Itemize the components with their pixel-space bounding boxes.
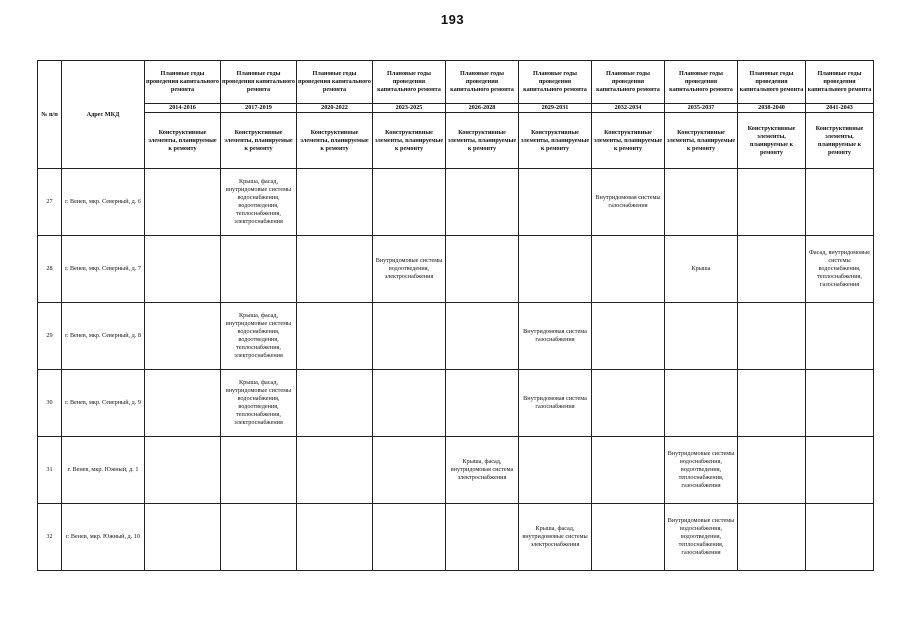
elements-header: Конструктивные элементы, планируемые к ремонту xyxy=(297,113,373,169)
repair-elements-cell xyxy=(145,437,221,504)
period-label-header: Плановые годы проведения капитального ремонта xyxy=(738,61,806,104)
repair-elements-cell xyxy=(806,169,874,236)
elements-header: Конструктивные элементы, планируемые к ремонту xyxy=(446,113,519,169)
repair-elements-cell xyxy=(806,504,874,571)
period-years-header: 2020-2022 xyxy=(297,104,373,113)
repair-elements-cell: Внутридомовая система газоснабжения xyxy=(519,303,592,370)
period-years-header: 2029-2031 xyxy=(519,104,592,113)
repair-elements-cell xyxy=(592,437,665,504)
repair-elements-cell xyxy=(297,504,373,571)
table-header xyxy=(38,61,874,169)
repair-elements-cell xyxy=(221,504,297,571)
table-row xyxy=(38,169,874,236)
repair-elements-cell xyxy=(519,169,592,236)
repair-elements-cell xyxy=(592,236,665,303)
repair-elements-cell: Крыша, фасад, внутридомовые системы водоснабжения, водоотведения, теплоснабжения, электроснабжения xyxy=(221,370,297,437)
repair-elements-cell xyxy=(221,437,297,504)
elements-header: Конструктивные элементы, планируемые к ремонту xyxy=(145,113,221,169)
repair-elements-cell xyxy=(145,370,221,437)
repair-elements-cell xyxy=(373,437,446,504)
period-years-header: 2023-2025 xyxy=(373,104,446,113)
repair-elements-cell: Внутридомовая система газоснабжения xyxy=(519,370,592,437)
period-label-header: Плановые годы проведения капитального ремонта xyxy=(519,61,592,104)
period-years-header: 2038-2040 xyxy=(738,104,806,113)
period-label-header: Плановые годы проведения капитального ремонта xyxy=(806,61,874,104)
repair-elements-cell xyxy=(446,236,519,303)
address-column-header: Адрес МКД xyxy=(62,61,145,169)
repair-elements-cell xyxy=(373,370,446,437)
repair-elements-cell xyxy=(145,504,221,571)
repair-elements-cell: Крыша, фасад, внутридомовая система электроснабжения xyxy=(446,437,519,504)
elements-header: Конструктивные элементы, планируемые к ремонту xyxy=(806,113,874,169)
repair-elements-cell xyxy=(446,169,519,236)
repair-elements-cell: Крыша, фасад, внутридомовые системы водоснабжения, водоотведения, теплоснабжения, электроснабжения xyxy=(221,303,297,370)
table-row xyxy=(38,437,874,504)
repair-elements-cell xyxy=(297,437,373,504)
table-row xyxy=(38,236,874,303)
period-years-header: 2032-2034 xyxy=(592,104,665,113)
repair-elements-cell xyxy=(446,303,519,370)
repair-elements-cell xyxy=(297,303,373,370)
repair-elements-cell: Внутридомовые системы водоснабжения, водоотведения, теплоснабжения, газоснабжения xyxy=(665,437,738,504)
repair-elements-cell: Фасад, внутридомовые системы водоснабжения, теплоснабжения, газоснабжения xyxy=(806,236,874,303)
row-address: г. Венев, мкр. Северный, д. 9 xyxy=(62,370,145,437)
repair-elements-cell xyxy=(297,370,373,437)
repair-elements-cell xyxy=(221,236,297,303)
elements-header: Конструктивные элементы, планируемые к ремонту xyxy=(738,113,806,169)
period-years-header: 2041-2043 xyxy=(806,104,874,113)
elements-header: Конструктивные элементы, планируемые к ремонту xyxy=(592,113,665,169)
repair-elements-cell xyxy=(373,303,446,370)
period-years-header: 2014-2016 xyxy=(145,104,221,113)
repair-elements-cell xyxy=(665,303,738,370)
repair-elements-cell: Крыша xyxy=(665,236,738,303)
repair-elements-cell xyxy=(738,303,806,370)
repair-elements-cell xyxy=(373,504,446,571)
repair-elements-cell xyxy=(145,169,221,236)
repair-elements-cell: Внутридомовые системы водоотведения, электроснабжения xyxy=(373,236,446,303)
repair-elements-cell xyxy=(297,169,373,236)
repair-elements-cell xyxy=(665,370,738,437)
repair-elements-cell xyxy=(446,504,519,571)
repair-elements-cell xyxy=(592,370,665,437)
repair-elements-cell xyxy=(738,169,806,236)
repair-elements-cell xyxy=(806,370,874,437)
row-number: 31 xyxy=(38,437,62,504)
repair-elements-cell xyxy=(665,169,738,236)
period-years-header: 2035-2037 xyxy=(665,104,738,113)
elements-header: Конструктивные элементы, планируемые к ремонту xyxy=(519,113,592,169)
repair-elements-cell xyxy=(738,236,806,303)
table-row xyxy=(38,303,874,370)
period-years-header: 2017-2019 xyxy=(221,104,297,113)
row-address: г. Венев, мкр. Южный, д. 10 xyxy=(62,504,145,571)
repair-elements-cell: Крыша, фасад, внутридомовые системы водоснабжения, водоотведения, теплоснабжения, электроснабжения xyxy=(221,169,297,236)
period-label-header: Плановые годы проведения капитального ремонта xyxy=(297,61,373,104)
repair-elements-cell xyxy=(519,236,592,303)
period-label-header: Плановые годы проведения капитального ремонта xyxy=(592,61,665,104)
period-label-header: Плановые годы проведения капитального ремонта xyxy=(145,61,221,104)
capital-repair-plan-table xyxy=(37,60,874,571)
repair-elements-cell xyxy=(592,303,665,370)
row-address: г. Венев, мкр. Северный, д. 7 xyxy=(62,236,145,303)
period-label-header: Плановые годы проведения капитального ремонта xyxy=(221,61,297,104)
period-label-header: Плановые годы проведения капитального ремонта xyxy=(373,61,446,104)
table-body xyxy=(38,169,874,571)
repair-elements-cell: Внутридомовая системы газоснабжения xyxy=(592,169,665,236)
elements-header: Конструктивные элементы, планируемые к ремонту xyxy=(373,113,446,169)
repair-elements-cell xyxy=(373,169,446,236)
repair-elements-cell xyxy=(592,504,665,571)
row-number: 28 xyxy=(38,236,62,303)
elements-header: Конструктивные элементы, планируемые к ремонту xyxy=(665,113,738,169)
repair-elements-cell xyxy=(297,236,373,303)
repair-elements-cell xyxy=(446,370,519,437)
repair-elements-cell xyxy=(738,437,806,504)
table-row xyxy=(38,504,874,571)
repair-elements-cell xyxy=(738,504,806,571)
row-address: г. Венев, мкр. Южный, д. 1 xyxy=(62,437,145,504)
row-number: 30 xyxy=(38,370,62,437)
period-label-header: Плановые годы проведения капитального ремонта xyxy=(665,61,738,104)
number-column-header: № п/п xyxy=(38,61,62,169)
repair-elements-cell: Внутридомовые системы водоснабжения, водоотведения, теплоснабжения, газоснабжения xyxy=(665,504,738,571)
repair-elements-cell xyxy=(145,303,221,370)
repair-elements-cell xyxy=(145,236,221,303)
page-number: 193 xyxy=(440,12,465,27)
period-years-header: 2026-2028 xyxy=(446,104,519,113)
repair-elements-cell xyxy=(519,437,592,504)
repair-elements-cell xyxy=(806,303,874,370)
repair-elements-cell: Крыша, фасад, внутридомовые системы электроснабжения xyxy=(519,504,592,571)
repair-elements-cell xyxy=(738,370,806,437)
row-number: 27 xyxy=(38,169,62,236)
row-address: г. Венев, мкр. Северный, д. 8 xyxy=(62,303,145,370)
row-number: 29 xyxy=(38,303,62,370)
row-address: г. Венев, мкр. Северный, д. 6 xyxy=(62,169,145,236)
elements-header: Конструктивные элементы, планируемые к ремонту xyxy=(221,113,297,169)
table-row xyxy=(38,370,874,437)
period-label-header: Плановые годы проведения капитального ремонта xyxy=(446,61,519,104)
repair-elements-cell xyxy=(806,437,874,504)
row-number: 32 xyxy=(38,504,62,571)
